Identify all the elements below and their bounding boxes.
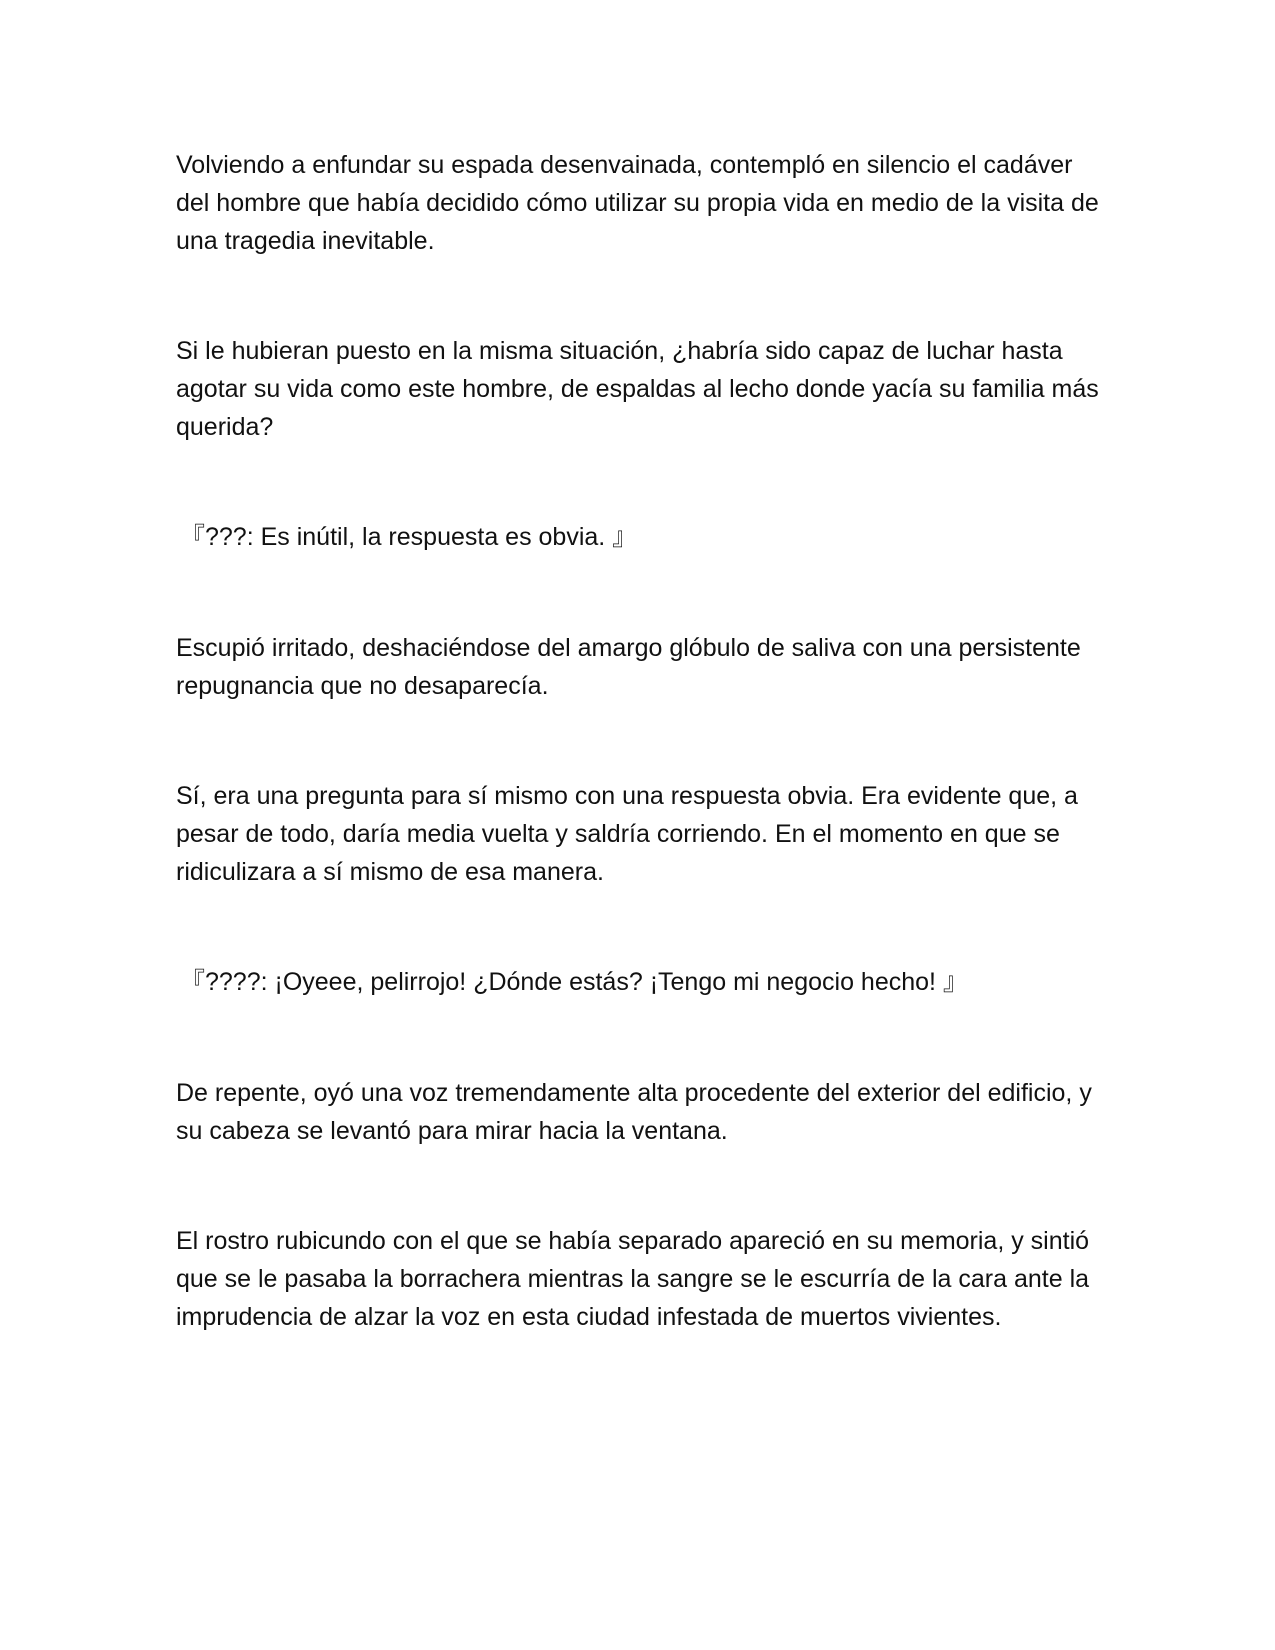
- paragraph-dialogue: 『????: ¡Oyeee, pelirrojo! ¿Dónde estás? ¡Tengo mi negocio hecho! 』: [180, 968, 968, 996]
- paragraph-narration: El rostro rubicundo con el que se había separado apareció en su memoria, y sintió que se le pasaba la borrachera mientras la sangre se le escurría de la cara ante la imprudencia de alzar la voz en esta ciudad infestada de muertos vivientes.: [176, 1227, 1090, 1331]
- paragraph-narration: Volviendo a enfundar su espada desenvainada, contempló en silencio el cadáver del hombre que había decidido cómo utilizar su propia vida en medio de la visita de una tragedia inevitable.: [176, 151, 1099, 255]
- paragraph-narration: Escupió irritado, deshaciéndose del amargo glóbulo de saliva con una persistente repugnancia que no desaparecía.: [176, 634, 1081, 700]
- paragraph-dialogue: 『???: Es inútil, la respuesta es obvia. 』: [180, 523, 638, 551]
- paragraph-narration: De repente, oyó una voz tremendamente alta procedente del exterior del edificio, y su cabeza se levantó para mirar hacia la ventana.: [176, 1079, 1092, 1145]
- paragraph-narration: Sí, era una pregunta para sí mismo con una respuesta obvia. Era evidente que, a pesar de todo, daría media vuelta y saldría corriendo. En el momento en que se ridiculizara a sí mismo de esa manera.: [176, 782, 1078, 886]
- paragraph-narration: Si le hubieran puesto en la misma situación, ¿habría sido capaz de luchar hasta agotar su vida como este hombre, de espaldas al lecho donde yacía su familia más querida?: [176, 337, 1099, 441]
